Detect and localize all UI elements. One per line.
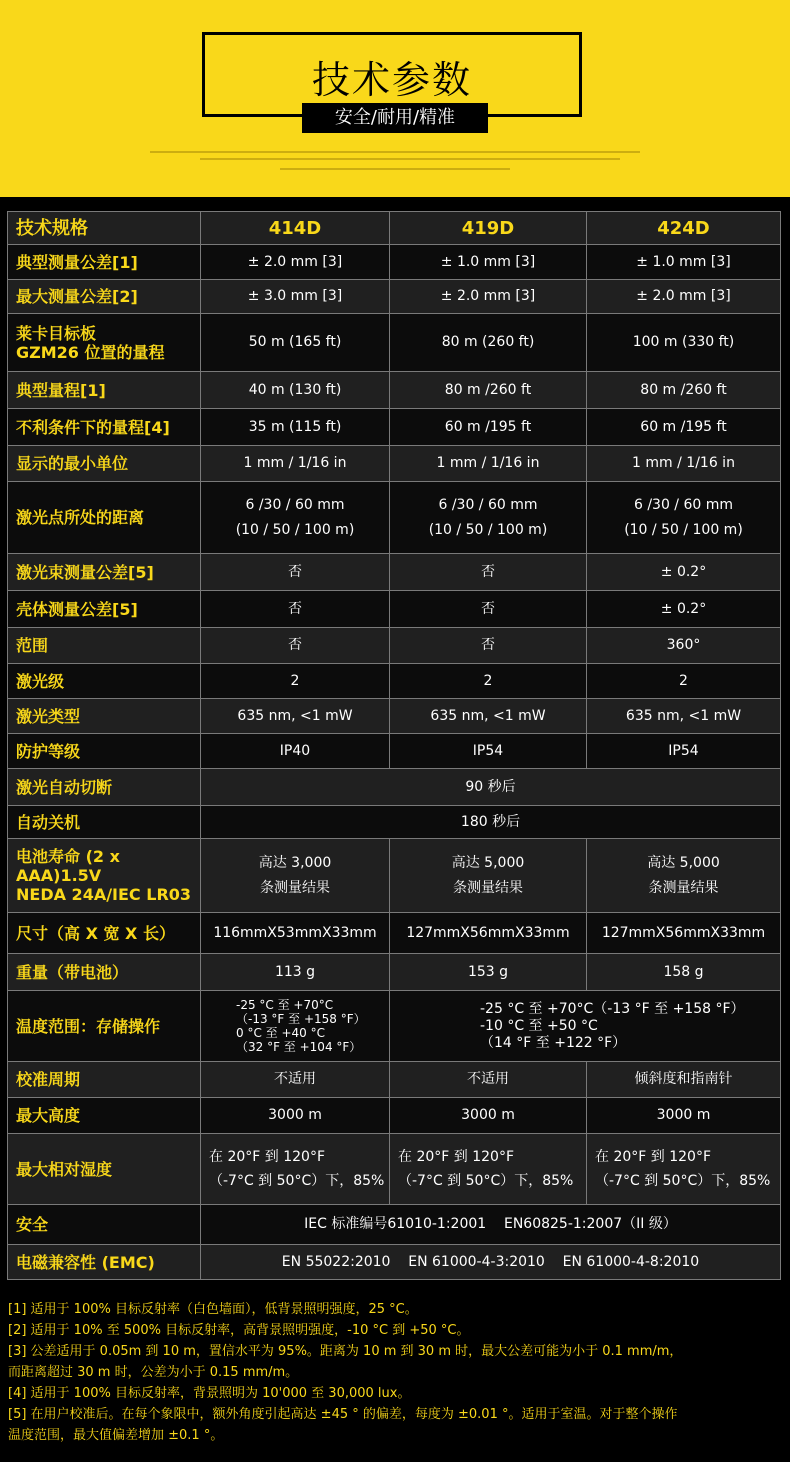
row-label: 电磁兼容性 (EMC) [8, 1245, 201, 1280]
table-row [8, 628, 781, 664]
cell-line: 高达 5,000 [647, 854, 720, 871]
row-label: 激光级 [8, 664, 201, 699]
table-row [8, 699, 781, 734]
cell-line: GZM26 位置的量程 [16, 342, 165, 362]
row-label: 不利条件下的量程[4] [8, 409, 201, 446]
row-label: 典型测量公差[1] [8, 245, 201, 280]
row-label: 范围 [8, 628, 201, 664]
cell-line: 莱卡目标板 [16, 323, 97, 343]
cell-line: 在 20°F 到 120°F [209, 1149, 325, 1165]
row-value: IP54 [390, 734, 587, 769]
row-value: 100 m (330 ft) [587, 314, 781, 372]
row-label [8, 839, 201, 913]
row-label: 激光类型 [8, 699, 201, 734]
row-value: 80 m /260 ft [587, 372, 781, 409]
row-value [201, 482, 390, 554]
row-value [390, 1134, 587, 1205]
cell-line: 条测量结果 [260, 879, 330, 896]
row-label: 尺寸（高 X 宽 X 长） [8, 913, 201, 954]
row-value: ± 0.2° [587, 591, 781, 628]
cell-line: 0 °C 至 +40 °C [236, 1026, 325, 1040]
row-value: 158 g [587, 954, 781, 991]
cell-line: （14 °F 至 +122 °F） [480, 1034, 627, 1051]
cell-line: NEDA 24A/IEC LR03 [16, 885, 192, 904]
row-value [587, 839, 781, 913]
row-value: 否 [201, 628, 390, 664]
row-value: 113 g [201, 954, 390, 991]
table-header-row [8, 212, 781, 245]
cell-line: （-7°C 到 50°C）下，85% [209, 1173, 385, 1189]
cell-line: 电池寿命 (2 x AAA)1.5V [16, 847, 120, 885]
table-row [8, 554, 781, 591]
row-value: 40 m (130 ft) [201, 372, 390, 409]
footnote-line: [5] 在用户校准后。在每个象限中，额外角度引起高达 ±45 ° 的偏差，每度为 ±0.01 °。适用于室温。对于整个操作 [8, 1407, 678, 1422]
table-row [8, 954, 781, 991]
row-value: ± 2.0 mm [3] [587, 280, 781, 314]
table-row [8, 664, 781, 699]
row-label: 校准周期 [8, 1062, 201, 1098]
cell-line: 6 /30 / 60 mm [438, 496, 538, 513]
row-value-span [390, 991, 781, 1062]
row-value: ± 1.0 mm [3] [390, 245, 587, 280]
row-value: 635 nm, <1 mW [201, 699, 390, 734]
table-row [8, 446, 781, 482]
row-value-span: 180 秒后 [201, 806, 781, 839]
cell-line: 条测量结果 [453, 879, 523, 896]
row-value: 2 [201, 664, 390, 699]
row-value: 2 [587, 664, 781, 699]
column-header-model: 424D [587, 212, 781, 245]
cell-line: （-7°C 到 50°C）下，85% [595, 1173, 771, 1189]
row-value: 不适用 [201, 1062, 390, 1098]
row-label [8, 314, 201, 372]
row-value: 3000 m [201, 1098, 390, 1134]
row-label: 典型量程[1] [8, 372, 201, 409]
table-row [8, 839, 781, 913]
footnote-line: [4] 适用于 100% 目标反射率，背景照明为 10'000 至 30,000 lux。 [8, 1386, 411, 1401]
row-label: 重量（带电池） [8, 954, 201, 991]
column-header-model: 414D [201, 212, 390, 245]
row-label: 自动关机 [8, 806, 201, 839]
cell-line: （-7°C 到 50°C）下，85% [398, 1173, 574, 1189]
row-value-span: IEC 标准编号61010-1:2001 EN60825-1:2007（II 级） [201, 1205, 781, 1245]
row-value: 1 mm / 1/16 in [587, 446, 781, 482]
cell-line: -25 °C 至 +70°C [236, 998, 334, 1012]
row-value-span: 90 秒后 [201, 769, 781, 806]
row-label: 显示的最小单位 [8, 446, 201, 482]
row-value: 635 nm, <1 mW [587, 699, 781, 734]
row-value: 127mmX56mmX33mm [587, 913, 781, 954]
column-header-spec: 技术规格 [8, 212, 201, 245]
row-value [587, 1134, 781, 1205]
row-label: 激光束测量公差[5] [8, 554, 201, 591]
table-row [8, 1205, 781, 1245]
table-row [8, 482, 781, 554]
row-value: ± 2.0 mm [3] [201, 245, 390, 280]
row-value: 50 m (165 ft) [201, 314, 390, 372]
table-row [8, 734, 781, 769]
cell-line: 在 20°F 到 120°F [595, 1149, 711, 1165]
row-label: 激光点所处的距离 [8, 482, 201, 554]
row-value [201, 839, 390, 913]
footnote-line: [2] 适用于 10% 至 500% 目标反射率，高背景照明强度，-10 °C 到 +50 °C。 [8, 1323, 470, 1338]
table-row [8, 280, 781, 314]
fine-print-decoration [200, 158, 620, 160]
cell-line: 高达 3,000 [258, 854, 332, 871]
footnotes [8, 1299, 783, 1446]
cell-line: (10 / 50 / 100 m) [624, 521, 743, 538]
header-banner [0, 0, 790, 197]
row-label: 壳体测量公差[5] [8, 591, 201, 628]
row-value-span: EN 55022:2010 EN 61000-4-3:2010 EN 61000-4-8:2010 [201, 1245, 781, 1280]
cell-line: 6 /30 / 60 mm [245, 496, 345, 513]
row-value: 否 [201, 591, 390, 628]
cell-line: 在 20°F 到 120°F [398, 1149, 514, 1165]
cell-line: （32 °F 至 +104 °F） [236, 1040, 362, 1054]
footnote-line: [3] 公差适用于 0.05m 到 10 m，置信水平为 95%。距离为 10 m 到 30 m 时，最大公差可能为小于 0.1 mm/m， [8, 1344, 683, 1359]
row-value: 360° [587, 628, 781, 664]
row-value: 1 mm / 1/16 in [201, 446, 390, 482]
row-value: 3000 m [390, 1098, 587, 1134]
row-label: 最大高度 [8, 1098, 201, 1134]
row-value: 60 m /195 ft [390, 409, 587, 446]
column-header-model: 419D [390, 212, 587, 245]
row-value: ± 1.0 mm [3] [587, 245, 781, 280]
row-value [201, 991, 390, 1062]
cell-line: 高达 5,000 [451, 854, 525, 871]
subtitle-badge: 安全/耐用/精准 [302, 103, 488, 133]
row-value: IP40 [201, 734, 390, 769]
row-value: ± 3.0 mm [3] [201, 280, 390, 314]
row-value: 否 [201, 554, 390, 591]
row-value: 80 m /260 ft [390, 372, 587, 409]
row-label: 激光自动切断 [8, 769, 201, 806]
row-value [390, 482, 587, 554]
row-value: 116mmX53mmX33mm [201, 913, 390, 954]
row-label: 温度范围：存储操作 [8, 991, 201, 1062]
table-row [8, 1062, 781, 1098]
page-title: 技术参数 [311, 58, 472, 102]
table-row [8, 806, 781, 839]
table-row [8, 769, 781, 806]
spec-table [7, 211, 781, 1280]
cell-line: -25 °C 至 +70°C（-13 °F 至 +158 °F） [480, 1000, 745, 1017]
row-value: 60 m /195 ft [587, 409, 781, 446]
row-value: 不适用 [390, 1062, 587, 1098]
row-value: 2 [390, 664, 587, 699]
row-value: ± 2.0 mm [3] [390, 280, 587, 314]
row-label: 最大测量公差[2] [8, 280, 201, 314]
footnote-line: 温度范围，最大值偏差增加 ±0.1 °。 [8, 1428, 224, 1443]
footnote-line: [1] 适用于 100% 目标反射率（白色墙面），低背景照明强度，25 °C。 [8, 1302, 418, 1317]
cell-line: (10 / 50 / 100 m) [235, 521, 355, 538]
cell-line: 6 /30 / 60 mm [633, 496, 734, 513]
row-value: ± 0.2° [587, 554, 781, 591]
cell-line: (10 / 50 / 100 m) [428, 521, 548, 538]
row-value: 153 g [390, 954, 587, 991]
cell-line: -10 °C 至 +50 °C [480, 1017, 598, 1034]
row-value: 635 nm, <1 mW [390, 699, 587, 734]
row-value: 35 m (115 ft) [201, 409, 390, 446]
row-value: 否 [390, 628, 587, 664]
footnote-line: 而距离超过 30 m 时，公差为小于 0.15 mm/m。 [8, 1365, 299, 1380]
cell-line: 条测量结果 [648, 879, 719, 896]
table-row [8, 245, 781, 280]
row-value: 否 [390, 591, 587, 628]
table-row [8, 913, 781, 954]
table-row [8, 409, 781, 446]
fine-print-decoration [150, 151, 640, 153]
table-row [8, 372, 781, 409]
row-value: 倾斜度和指南针 [587, 1062, 781, 1098]
table-row [8, 1098, 781, 1134]
row-value [390, 839, 587, 913]
row-value [201, 1134, 390, 1205]
row-value: 3000 m [587, 1098, 781, 1134]
row-value [587, 482, 781, 554]
row-value: 127mmX56mmX33mm [390, 913, 587, 954]
table-row [8, 991, 781, 1062]
table-row [8, 1245, 781, 1280]
table-row [8, 314, 781, 372]
table-row [8, 1134, 781, 1205]
fine-print-decoration [280, 168, 510, 170]
row-value: IP54 [587, 734, 781, 769]
row-value: 80 m (260 ft) [390, 314, 587, 372]
row-value: 1 mm / 1/16 in [390, 446, 587, 482]
table-row [8, 591, 781, 628]
row-value: 否 [390, 554, 587, 591]
row-label: 防护等级 [8, 734, 201, 769]
row-label: 安全 [8, 1205, 201, 1245]
cell-line: （-13 °F 至 +158 °F） [236, 1012, 366, 1026]
row-label: 最大相对湿度 [8, 1134, 201, 1205]
